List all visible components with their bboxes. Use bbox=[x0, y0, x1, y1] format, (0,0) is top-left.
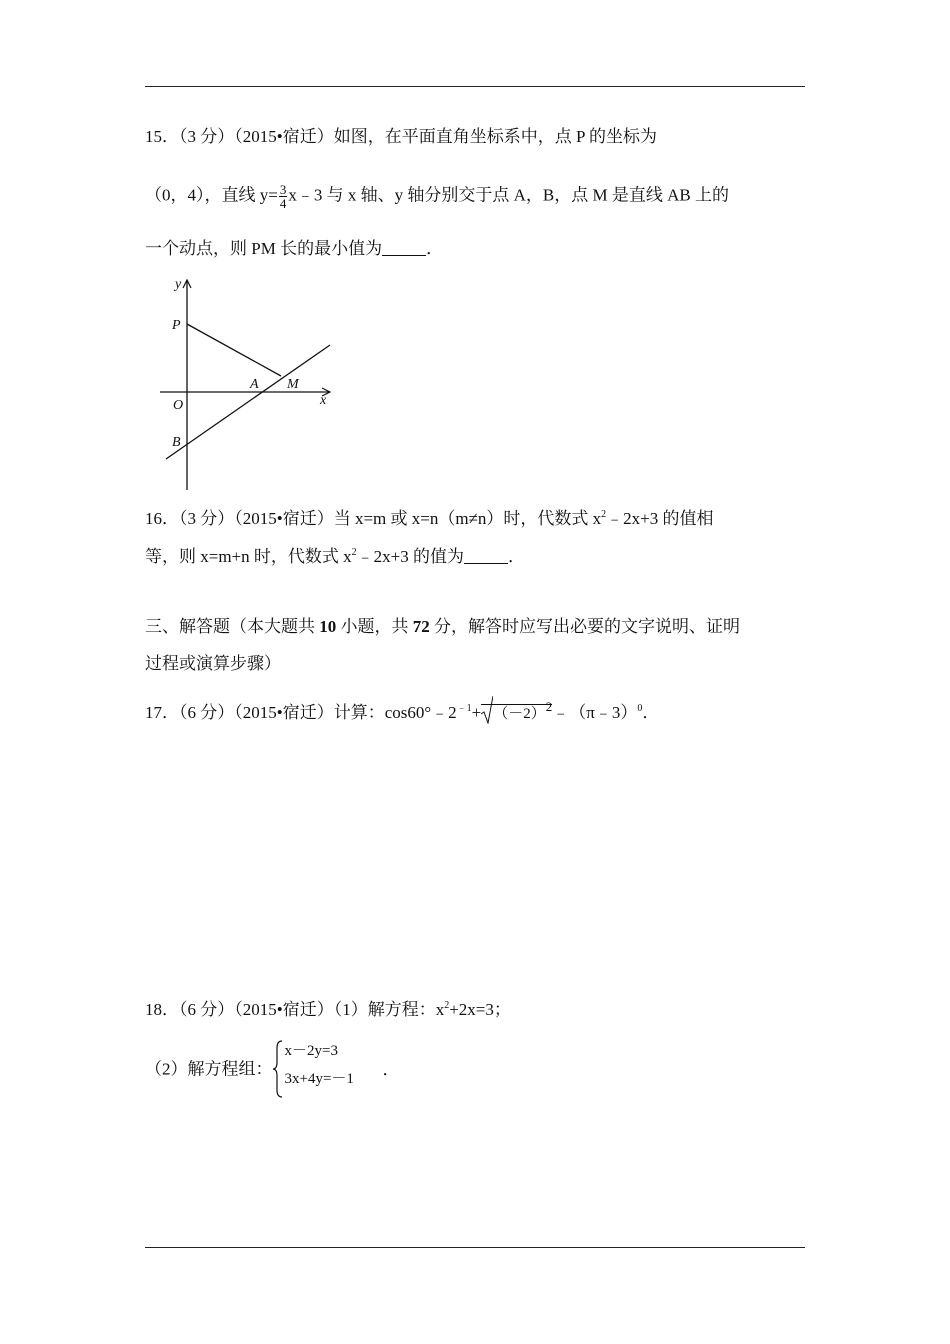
q16-text-2-end: ． bbox=[508, 547, 525, 566]
q15-text-3-end: ． bbox=[426, 239, 444, 258]
section-3-line-1 bbox=[145, 618, 740, 635]
equation-system bbox=[273, 1040, 415, 1098]
q16-superscript-2: 2 bbox=[351, 547, 357, 558]
equation-1: x－2y=3 bbox=[284, 1043, 338, 1059]
fraction-denominator: 4 bbox=[279, 196, 287, 211]
q16-text-2a: 等，则 x=m+n 时，代数式 x bbox=[145, 547, 352, 566]
section-3-line-2 bbox=[145, 655, 281, 672]
equation-2: 3x+4y=－1 bbox=[284, 1071, 354, 1087]
q17-superscript-2: 0 bbox=[637, 703, 643, 714]
q15-line-1 bbox=[145, 128, 657, 145]
q18-line-1 bbox=[145, 1001, 511, 1018]
left-brace-icon bbox=[273, 1040, 283, 1098]
q15-line-2 bbox=[145, 183, 729, 210]
q18-text-1b: +2x=3； bbox=[449, 1000, 511, 1019]
q16-line-1 bbox=[145, 510, 714, 527]
section-3-text-c: 分，解答时应写出必要的文字说明、证明 bbox=[434, 617, 740, 636]
label-y: y bbox=[175, 277, 182, 292]
q18-superscript: 2 bbox=[444, 1000, 450, 1011]
label-p: P bbox=[172, 318, 181, 333]
q17-superscript-1: ﹣1 bbox=[456, 703, 472, 714]
q15-text-2a: （0，4），直线 y= bbox=[145, 185, 278, 205]
bottom-rule bbox=[145, 1247, 805, 1248]
section-3-score: 72 bbox=[412, 617, 430, 636]
segment-pm bbox=[187, 324, 281, 376]
coordinate-graph bbox=[160, 272, 340, 492]
q16-text-1a: 16．（3 分）（2015•宿迁）当 x=m 或 x=n（m≠n）时，代数式 x bbox=[145, 509, 602, 528]
section-3-text-a: 三、解答题（本大题共 bbox=[145, 617, 315, 636]
section-3-text-2: 过程或演算步骤） bbox=[145, 654, 281, 673]
q18-text-2a: （2）解方程组： bbox=[145, 1059, 273, 1079]
q18-line-2 bbox=[145, 1040, 400, 1098]
q18-text-1a: 18．（6 分）（2015•宿迁）（1）解方程：x bbox=[145, 1000, 445, 1019]
q16-superscript-1: 2 bbox=[601, 509, 607, 520]
label-x: x bbox=[320, 393, 327, 408]
q17-text-c: ﹣（π﹣3） bbox=[552, 703, 638, 722]
q17-text-d: ． bbox=[642, 703, 660, 722]
radical-sign-icon bbox=[481, 696, 493, 724]
section-3-count: 10 bbox=[319, 617, 337, 636]
answer-blank[interactable] bbox=[382, 241, 426, 256]
radicand-exponent: 2 bbox=[545, 699, 553, 714]
q16-text-1b: ﹣2x+3 的值相 bbox=[606, 509, 714, 528]
label-b: B bbox=[172, 435, 181, 450]
fraction-numerator: 3 bbox=[279, 182, 287, 197]
answer-blank[interactable] bbox=[464, 549, 508, 564]
section-3-text-b: 小题，共 bbox=[340, 617, 409, 636]
q15-text-2b: x﹣3 与 x 轴、y 轴分别交于点 A，B，点 M 是直线 AB 上的 bbox=[288, 185, 729, 205]
q17-line bbox=[145, 699, 660, 722]
radicand-base: （－2） bbox=[493, 706, 546, 722]
q15-text-1: 15．（3 分）（2015•宿迁）如图，在平面直角坐标系中，点 P 的坐标为 bbox=[145, 127, 658, 146]
label-o: O bbox=[173, 398, 184, 413]
q16-text-2b: ﹣2x+3 的值为 bbox=[356, 547, 464, 566]
line-ab bbox=[166, 345, 330, 459]
q16-line-2 bbox=[145, 548, 525, 565]
top-rule bbox=[145, 86, 805, 87]
label-m: M bbox=[287, 377, 299, 392]
q17-text-a: 17．（6 分）（2015•宿迁）计算：cos60°﹣2 bbox=[145, 703, 457, 722]
label-a: A bbox=[250, 377, 259, 392]
q15-line-3 bbox=[145, 240, 443, 257]
q15-text-3: 一个动点，则 PM 长的最小值为 bbox=[145, 239, 383, 258]
q17-text-b: + bbox=[471, 703, 482, 722]
q18-text-2-end: ． bbox=[382, 1059, 400, 1079]
fraction-three-quarters bbox=[279, 183, 288, 210]
square-root bbox=[481, 699, 553, 722]
